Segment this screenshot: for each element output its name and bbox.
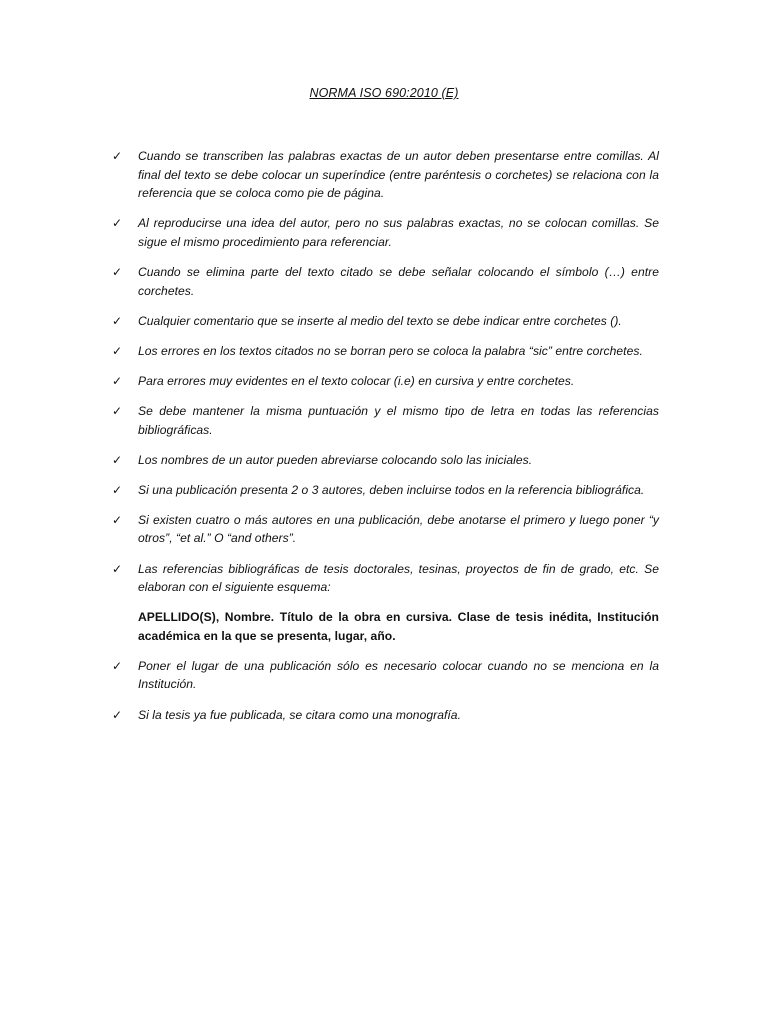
rule-item <box>112 481 659 500</box>
check-mark-icon: ✓ <box>112 149 123 163</box>
rule-text: Si existen cuatro o más autores en una publicación, debe anotarse el primero y luego poner “y otros”, “et al.” O “and others”. <box>138 512 659 546</box>
rule-item <box>112 214 659 251</box>
rule-item <box>112 657 659 694</box>
document-title: NORMA ISO 690:2010 (E) <box>309 86 459 100</box>
check-mark-icon: ✓ <box>112 373 123 388</box>
check-mark-icon: ✓ <box>112 313 123 328</box>
check-mark-icon: ✓ <box>112 216 123 231</box>
rule-item <box>112 342 659 361</box>
check-mark-icon: ✓ <box>112 561 123 576</box>
check-mark-icon: ✓ <box>112 264 123 279</box>
rule-item <box>112 706 659 725</box>
rule-text: Si una publicación presenta 2 o 3 autores, deben incluirse todos en la referencia bibliográfica. <box>138 482 645 497</box>
rule-text: Cualquier comentario que se inserte al medio del texto se debe indicar entre corchetes (). <box>138 313 622 328</box>
rule-text: Al reproducirse una idea del autor, pero no sus palabras exactas, no se colocan comillas. Se sigue el mismo procedimiento para referenciar. <box>138 216 659 249</box>
rule-item <box>112 263 659 300</box>
rule-text: Las referencias bibliográficas de tesis doctorales, tesinas, proyectos de fin de grado, etc. Se elaboran con el siguiente esquema: <box>138 561 659 595</box>
rule-item <box>112 451 659 470</box>
rule-item <box>112 372 659 391</box>
rule-text: Los nombres de un autor pueden abreviarse colocando solo las iniciales. <box>138 452 533 467</box>
check-mark-icon: ✓ <box>112 403 123 418</box>
rule-item <box>112 147 659 203</box>
check-mark-icon: ✓ <box>112 512 123 527</box>
check-mark-icon: ✓ <box>112 658 123 673</box>
rule-text: Se debe mantener la misma puntuación y el mismo tipo de letra en todas las referencias bibliográficas. <box>138 403 659 437</box>
rule-text: Cuando se elimina parte del texto citado se debe señalar colocando el símbolo (…) entre corchetes. <box>138 264 659 298</box>
check-mark-icon: ✓ <box>112 343 123 358</box>
check-mark-icon: ✓ <box>112 482 123 497</box>
rule-item <box>112 402 659 439</box>
rule-text: Para errores muy evidentes en el texto colocar (i.e) en cursiva y entre corchetes. <box>138 373 575 388</box>
rules-list <box>112 147 659 736</box>
rule-text: Cuando se transcriben las palabras exactas de un autor deben presentarse entre comillas. Al final del texto se debe colocar un superíndice (entre paréntesis o corchetes) se relaciona con la referencia que se coloca como pie de página. <box>138 149 659 201</box>
rule-text: Los errores en los textos citados no se borran pero se coloca la palabra “sic” entre corchetes. <box>138 343 643 358</box>
rule-item <box>112 560 659 597</box>
rule-text: Poner el lugar de una publicación sólo es necesario colocar cuando no se menciona en la Institución. <box>138 658 659 692</box>
rule-item <box>112 312 659 331</box>
rule-text: Si la tesis ya fue publicada, se citara como una monografía. <box>138 707 461 722</box>
check-mark-icon: ✓ <box>112 452 123 467</box>
rule-item <box>112 511 659 548</box>
check-mark-icon: ✓ <box>112 707 123 722</box>
thesis-reference-schema: APELLIDO(S), Nombre. Título de la obra en cursiva. Clase de tesis inédita, Institución académica en la que se presenta, lugar, año. <box>138 610 659 643</box>
